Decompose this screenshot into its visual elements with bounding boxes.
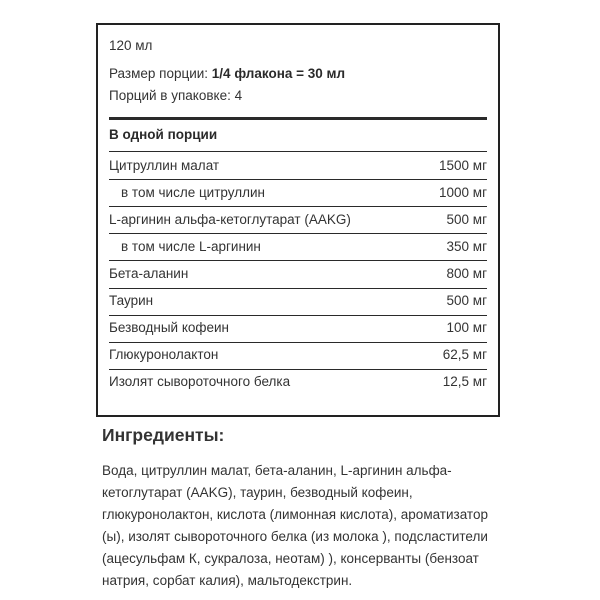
serving-size-line	[109, 65, 345, 83]
nutrient-row	[109, 184, 487, 202]
nutrient-row	[109, 211, 487, 229]
ingredients-line: кетоглутарат (AAKG), таурин, безводный кофеин,	[102, 485, 413, 500]
nutrient-amount: 800 мг	[446, 265, 487, 281]
row-divider	[109, 369, 487, 370]
nutrient-amount: 100 мг	[446, 320, 487, 336]
ingredients-text	[102, 460, 502, 592]
ingredients-title: Ингредиенты:	[102, 425, 225, 445]
row-divider	[109, 260, 487, 261]
nutrient-name: Цитруллин малат	[109, 157, 220, 173]
servings-per-container: Порций в упаковке: 4	[109, 88, 243, 103]
nutrient-amount: 12,5 мг	[442, 374, 487, 390]
nutrient-name: в том числе цитруллин	[121, 184, 265, 200]
nutrient-row	[109, 373, 487, 391]
nutrient-name: Таурин	[109, 293, 154, 308]
nutrient-name: Изолят сывороточного белка	[109, 374, 291, 390]
row-divider	[109, 342, 487, 343]
heading-divider	[109, 151, 487, 152]
nutrient-amount: 1000 мг	[439, 184, 487, 200]
row-divider	[109, 179, 487, 180]
volume-text: 120 мл	[109, 38, 153, 53]
nutrient-name: Бета-аланин	[109, 265, 189, 281]
ingredients-line: глюкуронолактон, кислота (лимонная кислота), ароматизатор	[102, 507, 488, 522]
row-divider	[109, 206, 487, 207]
nutrient-row	[109, 346, 487, 364]
row-divider	[109, 288, 487, 289]
nutrient-amount: 500 мг	[446, 293, 487, 308]
ingredients-line: (ацесульфам К, сукралоза, неотам) ), консерванты (бензоат	[102, 551, 479, 566]
nutrient-amount: 350 мг	[446, 238, 487, 254]
row-divider	[109, 315, 487, 316]
serving-size-label: Размер порции:	[109, 66, 212, 81]
nutrient-row	[109, 292, 487, 310]
nutrient-amount: 500 мг	[446, 211, 487, 227]
nutrient-amount: 62,5 мг	[442, 347, 487, 363]
nutrient-amount: 1500 мг	[439, 157, 487, 173]
nutrient-row	[109, 265, 487, 283]
nutrient-row	[109, 238, 487, 256]
ingredients-line: натрия, сорбат калия), мальтодекстрин.	[102, 573, 353, 588]
nutrition-facts-panel	[96, 23, 500, 417]
nutrient-name: Глюкуронолактон	[109, 347, 219, 363]
nutrient-row	[109, 319, 487, 337]
ingredients-line: (ы), изолят сывороточного белка (из молока ), подсластители	[102, 529, 488, 544]
nutrient-name: Безводный кофеин	[109, 320, 229, 336]
section-divider	[109, 117, 487, 120]
nutrient-name: в том числе L-аргинин	[121, 238, 261, 254]
nutrient-row	[109, 157, 487, 175]
per-serving-heading: В одной порции	[109, 127, 218, 142]
nutrient-name: L-аргинин альфа-кетоглутарат (AAKG)	[109, 211, 351, 227]
row-divider	[109, 233, 487, 234]
serving-size-value: 1/4 флакона = 30 мл	[211, 66, 346, 81]
ingredients-line: Вода, цитруллин малат, бета-аланин, L-аргинин альфа-	[102, 463, 452, 478]
